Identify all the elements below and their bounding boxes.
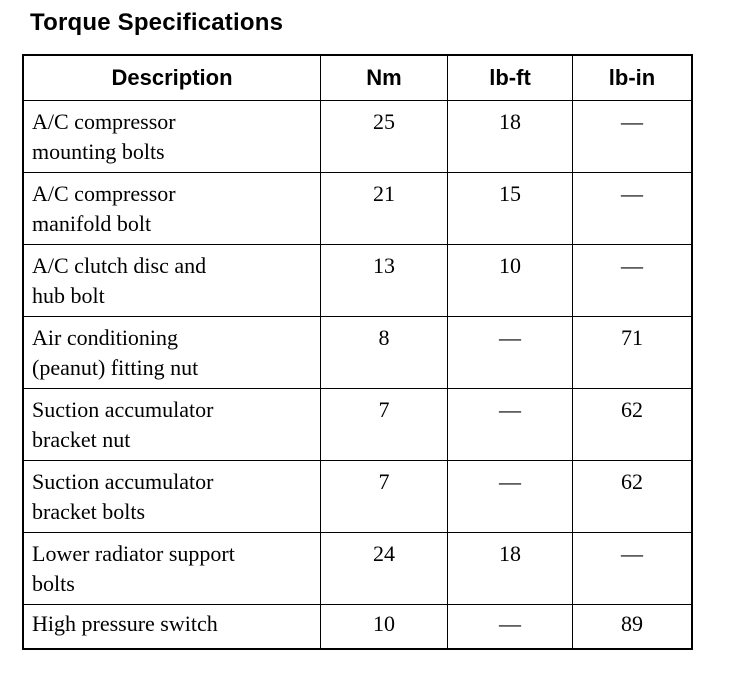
cell-lb-in: —: [573, 533, 693, 605]
table-header-row: [23, 55, 692, 101]
cell-lb-ft: —: [448, 605, 573, 649]
cell-lb-ft: 15: [448, 173, 573, 245]
table-row: [23, 317, 692, 389]
table-row: [23, 245, 692, 317]
column-header-nm: Nm: [321, 55, 448, 101]
cell-description: High pressure switch: [23, 605, 321, 649]
cell-lb-in: —: [573, 101, 693, 173]
table-row: [23, 101, 692, 173]
cell-description: Air conditioning (peanut) fitting nut: [23, 317, 321, 389]
cell-description: Lower radiator support bolts: [23, 533, 321, 605]
table-row: [23, 605, 692, 649]
cell-lb-in: 62: [573, 389, 693, 461]
cell-nm: 10: [321, 605, 448, 649]
page-title: Torque Specifications: [30, 9, 284, 36]
cell-lb-ft: —: [448, 317, 573, 389]
cell-nm: 25: [321, 101, 448, 173]
table-row: [23, 389, 692, 461]
column-header-lb-in: lb-in: [573, 55, 693, 101]
cell-lb-in: —: [573, 245, 693, 317]
cell-description: A/C compressor manifold bolt: [23, 173, 321, 245]
table-row: [23, 461, 692, 533]
cell-nm: 21: [321, 173, 448, 245]
cell-description: Suction accumulator bracket nut: [23, 389, 321, 461]
cell-lb-ft: —: [448, 461, 573, 533]
cell-nm: 8: [321, 317, 448, 389]
cell-lb-in: 71: [573, 317, 693, 389]
cell-lb-ft: —: [448, 389, 573, 461]
cell-lb-in: 89: [573, 605, 693, 649]
cell-lb-in: 62: [573, 461, 693, 533]
cell-nm: 24: [321, 533, 448, 605]
table-row: [23, 533, 692, 605]
cell-lb-ft: 18: [448, 101, 573, 173]
column-header-description: Description: [23, 55, 321, 101]
cell-nm: 7: [321, 389, 448, 461]
torque-spec-table: [22, 54, 693, 650]
table-row: [23, 173, 692, 245]
cell-description: Suction accumulator bracket bolts: [23, 461, 321, 533]
cell-lb-ft: 18: [448, 533, 573, 605]
cell-nm: 7: [321, 461, 448, 533]
cell-nm: 13: [321, 245, 448, 317]
cell-description: A/C compressor mounting bolts: [23, 101, 321, 173]
cell-description: A/C clutch disc and hub bolt: [23, 245, 321, 317]
cell-lb-in: —: [573, 173, 693, 245]
column-header-lb-ft: lb-ft: [448, 55, 573, 101]
cell-lb-ft: 10: [448, 245, 573, 317]
